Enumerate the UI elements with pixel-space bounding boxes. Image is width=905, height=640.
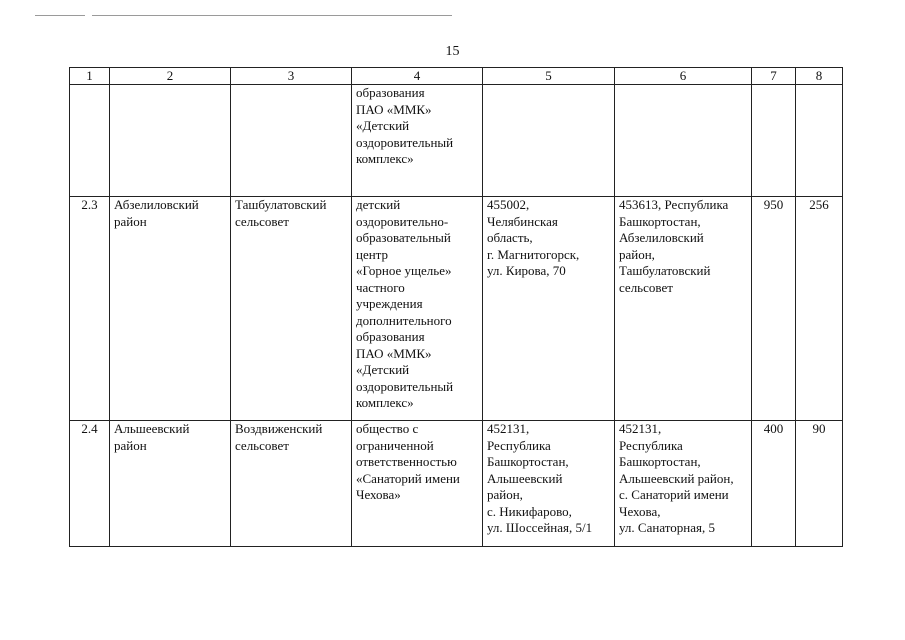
actual-address-cell — [615, 85, 752, 197]
scan-artifact-line — [35, 15, 85, 16]
table-row — [70, 421, 843, 547]
capacity-cell — [752, 85, 796, 197]
organization-cell: общество с ограниченной ответственностью «Санаторий имени Чехова» — [352, 421, 483, 547]
table-row — [70, 85, 843, 197]
table-row — [70, 197, 843, 421]
settlement-cell — [231, 85, 352, 197]
row-number-cell: 2.4 — [70, 421, 110, 547]
column-header: 8 — [796, 68, 843, 85]
column-header: 1 — [70, 68, 110, 85]
capacity-cell: 400 — [752, 421, 796, 547]
column-header: 2 — [110, 68, 231, 85]
capacity-cell: 950 — [752, 197, 796, 421]
count-cell: 90 — [796, 421, 843, 547]
organization-cell: детский оздоровительно- образовательный центр «Горное ущелье» частного учреждения дополнительного образования ПАО «ММК» «Детский оздоровительный комплекс» — [352, 197, 483, 421]
column-header: 3 — [231, 68, 352, 85]
settlement-cell: Воздвиженский сельсовет — [231, 421, 352, 547]
district-cell — [110, 85, 231, 197]
legal-address-cell: 452131, Республика Башкортостан, Альшеевский район, с. Никифарово, ул. Шоссейная, 5/1 — [483, 421, 615, 547]
legal-address-cell: 455002, Челябинская область, г. Магнитогорск, ул. Кирова, 70 — [483, 197, 615, 421]
column-header: 6 — [615, 68, 752, 85]
count-cell — [796, 85, 843, 197]
column-header: 7 — [752, 68, 796, 85]
table-header-row — [70, 68, 843, 85]
count-cell: 256 — [796, 197, 843, 421]
data-table — [69, 67, 843, 547]
legal-address-cell — [483, 85, 615, 197]
district-cell: Абзелиловский район — [110, 197, 231, 421]
row-number-cell — [70, 85, 110, 197]
column-header: 4 — [352, 68, 483, 85]
organization-cell: образования ПАО «ММК» «Детский оздоровительный комплекс» — [352, 85, 483, 197]
district-cell: Альшеевский район — [110, 421, 231, 547]
settlement-cell: Ташбулатовский сельсовет — [231, 197, 352, 421]
row-number-cell: 2.3 — [70, 197, 110, 421]
column-header: 5 — [483, 68, 615, 85]
page-number: 15 — [445, 44, 460, 59]
actual-address-cell: 452131, Республика Башкортостан, Альшеевский район, с. Санаторий имени Чехова, ул. Санаторная, 5 — [615, 421, 752, 547]
scan-artifact-line — [92, 15, 452, 16]
actual-address-cell: 453613, Республика Башкортостан, Абзелиловский район, Ташбулатовский сельсовет — [615, 197, 752, 421]
